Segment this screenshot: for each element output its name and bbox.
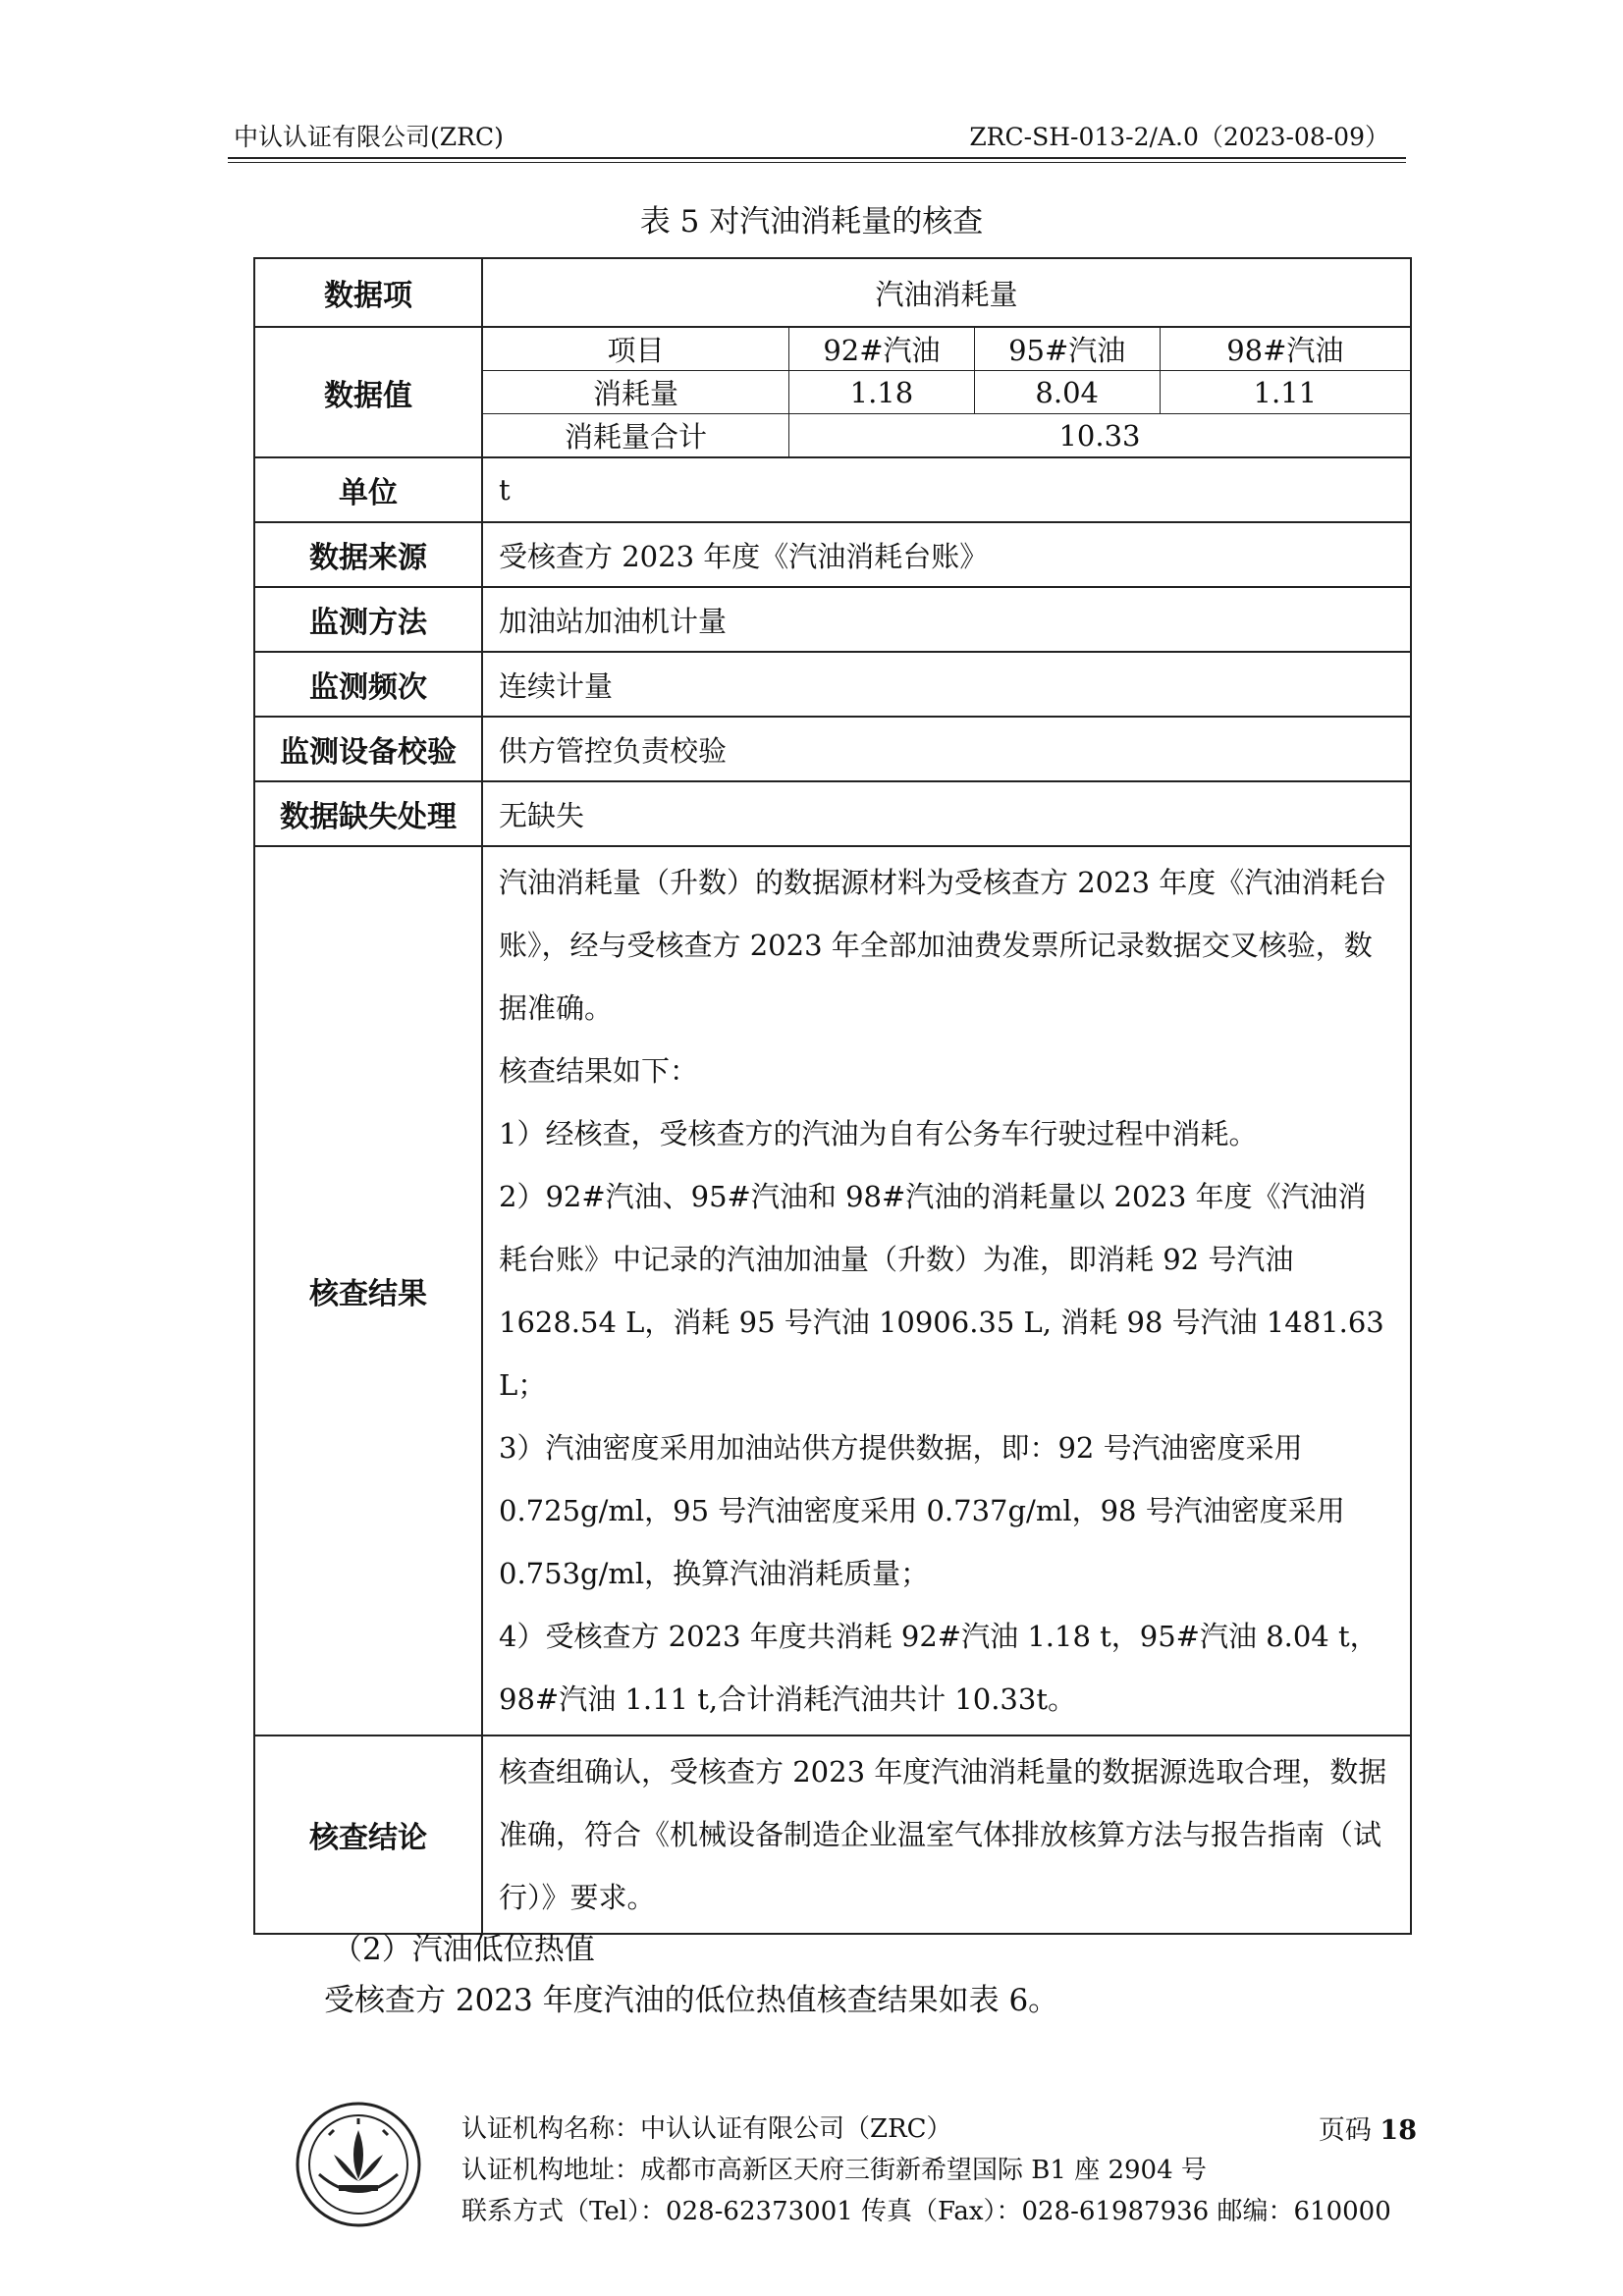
source-value: 受核查方 2023 年度《汽油消耗台账》 (482, 522, 1411, 587)
frequency-value: 连续计量 (482, 652, 1411, 717)
intro-text: 受核查方 2023 年度汽油的低位热值核查结果如表 6。 (324, 1983, 1059, 2018)
table-row (254, 781, 1411, 846)
method-value: 加油站加油机计量 (482, 587, 1411, 652)
result-line: 3）汽油密度采用加油站供方提供数据，即：92 号汽油密度采用 0.725g/ml，95 号汽油密度采用 0.737g/ml，98 号汽油密度采用 0.753g/ml，换算汽油消耗质量； (499, 1431, 1345, 1590)
row-label: 数据缺失处理 (254, 781, 482, 846)
table-row (254, 652, 1411, 717)
row-label: 数据值 (254, 327, 482, 457)
conclusion-cell (482, 1735, 1411, 1934)
table-row (254, 587, 1411, 652)
missing-value: 无缺失 (482, 781, 1411, 846)
result-line: 4）受核查方 2023 年度共消耗 92#汽油 1.18 t，95#汽油 8.04 t，98#汽油 1.11 t,合计消耗汽油共计 10.33t。 (499, 1620, 1379, 1716)
conclusion-text (483, 1736, 1410, 1933)
result-line: 2）92#汽油、95#汽油和 98#汽油的消耗量以 2023 年度《汽油消耗台账》中记录的汽油加油量（升数）为准，即消耗 92 号汽油 1628.54 L，消耗 95 号汽油 10906.35 L, 消耗 98 号汽油 1481.63 L； (499, 1180, 1384, 1402)
footer-contact: 联系方式（Tel）：028-62373001 传真（Fax）：028-61987936 邮编：610000 (461, 2197, 1391, 2226)
subtable-header (483, 328, 1410, 371)
table-row (254, 457, 1411, 522)
row-label: 监测设备校验 (254, 717, 482, 781)
table-row (254, 522, 1411, 587)
table-row (254, 258, 1411, 327)
subtable-cell: 8.04 (974, 371, 1160, 414)
subtable-total-row (483, 414, 1410, 457)
header-doc-code: ZRC-SH-013-2/A.0（2023-08-09） (969, 123, 1389, 151)
row-label: 监测频次 (254, 652, 482, 717)
table-row (254, 1735, 1411, 1934)
subtable-row (483, 371, 1410, 414)
table-row (254, 327, 1411, 457)
gasoline-check-table (253, 257, 1412, 1935)
table-row (254, 717, 1411, 781)
result-line: 汽油消耗量（升数）的数据源材料为受核查方 2023 年度《汽油消耗台账》，经与受核查方 2023 年全部加油费发票所记录数据交叉核验，数据准确。 (499, 866, 1387, 1025)
subtable-header-cell: 92#汽油 (789, 328, 975, 371)
result-line: 1）经核查，受核查方的汽油为自有公务车行驶过程中消耗。 (499, 1117, 1258, 1150)
subtable-cell: 1.18 (789, 371, 975, 414)
table-caption: 表 5 对汽油消耗量的核查 (639, 204, 984, 240)
footer-org-name: 认证机构名称：中认认证有限公司（ZRC） (461, 2114, 952, 2144)
header-company: 中认认证有限公司(ZRC) (234, 123, 504, 151)
table-row (254, 846, 1411, 1735)
unit-value: t (482, 457, 1411, 522)
row-label: 核查结果 (254, 846, 482, 1735)
result-text (483, 847, 1410, 1735)
page-label: 页码 (1318, 2115, 1372, 2146)
row-label: 核查结论 (254, 1735, 482, 1934)
conclusion-line: 核查组确认，受核查方 2023 年度汽油消耗量的数据源选取合理，数据准确，符合《机械设备制造企业温室气体排放核算方法与报告指南（试行）》要求。 (499, 1755, 1387, 1914)
calibration-value: 供方管控负责校验 (482, 717, 1411, 781)
page-number-value: 18 (1380, 2115, 1417, 2146)
subtable-header-cell: 项目 (483, 328, 789, 371)
section-title: （2）汽油低位热值 (332, 1932, 595, 1967)
page-number (1319, 2109, 1417, 2147)
subtable-header-cell: 95#汽油 (974, 328, 1160, 371)
subtable-total-label: 消耗量合计 (483, 414, 789, 457)
subtable-row-label: 消耗量 (483, 371, 789, 414)
result-cell (482, 846, 1411, 1735)
certification-emblem-icon (295, 2101, 422, 2228)
data-value-cell (482, 327, 1411, 457)
subtable-header-cell: 98#汽油 (1160, 328, 1410, 371)
header-rule-thin (228, 162, 1406, 163)
consumption-subtable (483, 328, 1410, 456)
row-label: 数据来源 (254, 522, 482, 587)
result-line: 核查结果如下： (499, 1054, 699, 1088)
footer-address: 认证机构地址：成都市高新区天府三街新希望国际 B1 座 2904 号 (461, 2156, 1207, 2185)
row-label: 单位 (254, 457, 482, 522)
header-rule (228, 157, 1406, 159)
data-item-value: 汽油消耗量 (482, 258, 1411, 327)
subtable-cell: 1.11 (1160, 371, 1410, 414)
row-label: 监测方法 (254, 587, 482, 652)
subtable-total-value: 10.33 (789, 414, 1410, 457)
row-label: 数据项 (254, 258, 482, 327)
